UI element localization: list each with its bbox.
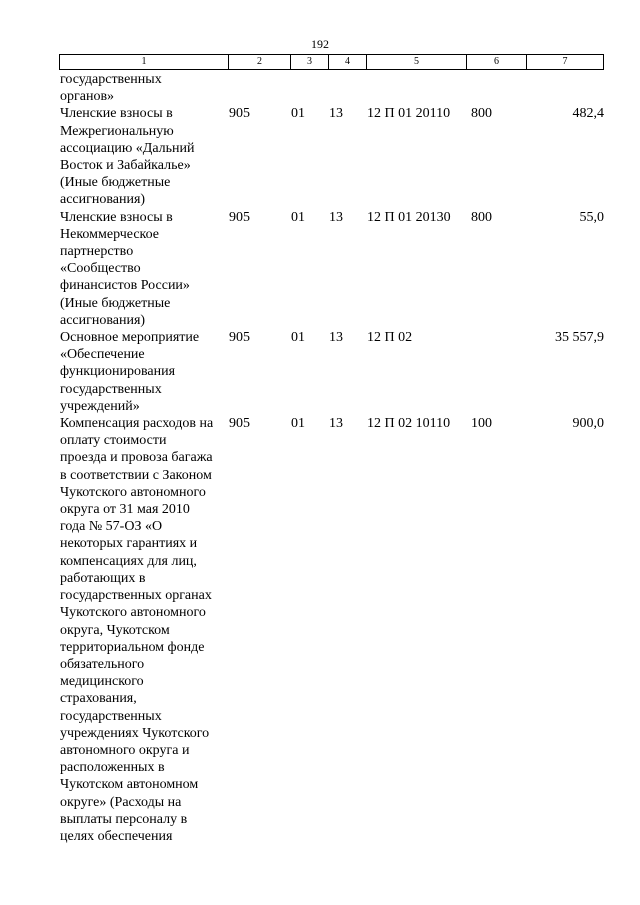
table-row — [60, 71, 604, 105]
column-header-1: 1 — [60, 55, 229, 70]
row-target-article: 12 П 01 20130 — [367, 209, 451, 225]
table-row — [60, 105, 604, 208]
row-target-article — [367, 71, 467, 105]
row-amount — [527, 71, 604, 105]
table-row — [60, 329, 604, 415]
row-expense-type: 100 — [471, 416, 492, 432]
row-section: 01 — [291, 106, 305, 122]
table-row — [60, 415, 604, 845]
row-expense-type: 800 — [471, 209, 492, 225]
row-section: 01 — [291, 330, 305, 346]
row-name: Компенсация расходов на оплату стоимости проезда и провоза багажа в соответствии с Законом Чукотского автономного округа от 31 мая 2010 года № 57-ОЗ «О некоторых гарантиях и компенсациях для лиц, работающих в государственных органах Чукотского автономного округа, Чукотском территориальном фонде обязательного медицинского страхования, государственных учреждениях Чукотского автономного округа и расположенных в Чукотском автономном округе» (Расходы на выплаты персоналу в целях обеспечения — [60, 416, 214, 844]
row-target-article: 12 П 02 10110 — [367, 416, 451, 432]
column-header-6: 6 — [467, 55, 527, 70]
row-ministry: 905 — [229, 106, 250, 122]
row-ministry: 905 — [229, 330, 250, 346]
row-section: 01 — [291, 209, 305, 225]
row-subsection: 13 — [329, 106, 343, 122]
row-section — [291, 71, 329, 105]
row-amount: 900,0 — [572, 416, 604, 432]
page-number: 192 — [311, 37, 329, 51]
row-subsection — [329, 71, 367, 105]
row-amount: 35 557,9 — [555, 330, 604, 346]
column-header-2: 2 — [229, 55, 291, 70]
row-name: государственных органов» — [60, 72, 162, 105]
row-amount: 482,4 — [572, 106, 604, 122]
column-header-3: 3 — [291, 55, 329, 70]
row-expense-type — [467, 71, 527, 105]
row-subsection: 13 — [329, 416, 343, 432]
row-target-article: 12 П 02 — [367, 330, 413, 346]
row-subsection: 13 — [329, 209, 343, 225]
row-amount: 55,0 — [579, 209, 604, 225]
row-name: Членские взносы в Межрегиональную ассоциацию «Дальний Восток и Забайкалье» (Иные бюджетные ассигнования) — [60, 106, 195, 208]
column-header-5: 5 — [367, 55, 467, 70]
row-expense-type — [467, 329, 527, 415]
row-ministry: 905 — [229, 209, 250, 225]
row-ministry — [229, 71, 291, 105]
column-header-table — [59, 54, 604, 70]
row-target-article: 12 П 01 20110 — [367, 106, 451, 122]
column-header-7: 7 — [527, 55, 604, 70]
table-row — [60, 209, 604, 329]
row-section: 01 — [291, 416, 305, 432]
row-subsection: 13 — [329, 330, 343, 346]
column-header-row — [60, 55, 604, 70]
row-ministry: 905 — [229, 416, 250, 432]
row-name: Членские взносы в Некоммерческое партнерство «Сообщество финансистов России» (Иные бюджетные ассигнования) — [60, 209, 190, 328]
budget-table-body — [60, 71, 604, 845]
row-expense-type: 800 — [471, 106, 492, 122]
column-header-4: 4 — [329, 55, 367, 70]
row-name: Основное мероприятие «Обеспечение функционирования государственных учреждений» — [60, 330, 200, 414]
